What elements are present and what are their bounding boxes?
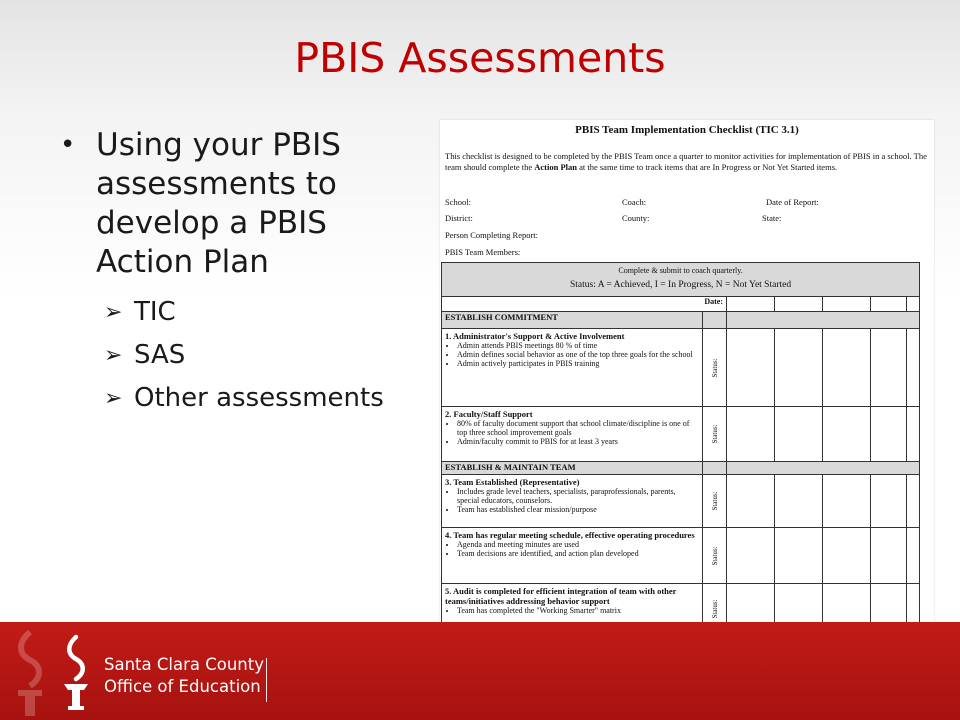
item-title: 3. Team Established (Representative) <box>445 477 580 487</box>
arrowhead-bullet-icon: ➢ <box>104 300 123 325</box>
date-cell <box>775 329 823 407</box>
item-bullet: • Admin attends PBIS meetings 80 % of time <box>457 341 699 350</box>
section-cell <box>727 312 920 329</box>
round-bullet-icon: • <box>60 130 76 160</box>
date-cell <box>871 528 907 584</box>
status-cell <box>703 407 727 462</box>
slide-title: PBIS Assessments <box>294 34 666 82</box>
item-bullet: • 80% of faculty document support that school climate/discipline is one of top three school improvement goals <box>457 419 699 437</box>
status-label: Status: <box>710 357 719 378</box>
item-bullets <box>445 341 699 368</box>
date-cell <box>727 407 775 462</box>
arrowhead-bullet-icon: ➢ <box>104 386 123 411</box>
sub-bullet-list <box>104 296 390 415</box>
section-cell <box>703 312 727 329</box>
item-title: 1. Administrator's Support & Active Involvement <box>445 331 625 341</box>
date-cell <box>775 528 823 584</box>
header-line-2: Status: A = Achieved, I = In Progress, N = Not Yet Started <box>569 280 792 290</box>
date-cell <box>823 297 871 312</box>
item-bullets <box>445 487 699 514</box>
item-cell <box>442 407 703 462</box>
status-label: Status: <box>710 545 719 566</box>
field-school: School: <box>445 197 471 207</box>
date-cell <box>823 329 871 407</box>
intro-text-end: at the same time to track items that are In Progress or Not Yet Started items. <box>576 162 838 172</box>
torch-watermark-icon <box>4 628 56 718</box>
date-cell <box>871 475 907 528</box>
date-cell <box>907 329 920 407</box>
date-row <box>442 297 920 312</box>
bullet-list <box>60 126 390 425</box>
sub-bullet-tic <box>104 296 390 329</box>
torch-logo-icon <box>58 634 94 712</box>
item-title: 5. Audit is completed for efficient integration of team with other teams/initiatives addressing behavior support <box>445 586 677 606</box>
item-bullet: • Admin defines social behavior as one of the top three goals for the school <box>457 350 699 359</box>
date-cell <box>907 475 920 528</box>
date-cell <box>775 297 823 312</box>
table-row <box>442 475 920 528</box>
table-row <box>442 528 920 584</box>
table-header-cell <box>442 263 920 297</box>
item-bullets <box>445 540 699 558</box>
section-header-row <box>442 462 920 475</box>
field-district: District: <box>445 213 473 223</box>
item-bullet: • Admin/faculty commit to PBIS for at least 3 years <box>457 437 699 446</box>
date-cell <box>823 528 871 584</box>
item-title: 4. Team has regular meeting schedule, effective operating procedures <box>445 530 695 540</box>
section-cell <box>727 462 920 475</box>
item-bullets <box>445 419 699 446</box>
intro-bold-text: Action Plan <box>534 162 577 172</box>
main-bullet <box>60 126 390 282</box>
sub-bullet-sas <box>104 339 390 372</box>
date-cell <box>727 329 775 407</box>
sub-bullet-text: Other assessments <box>134 383 384 413</box>
item-bullet: • Includes grade level teachers, specialists, paraprofessionals, parents, special educators, counselors. <box>457 487 699 505</box>
date-cell <box>871 329 907 407</box>
footer-bar <box>0 622 960 720</box>
header-line-1: Complete & submit to coach quarterly. <box>618 266 743 275</box>
org-name-line-1: Santa Clara County <box>104 655 264 674</box>
section-header-row <box>442 312 920 329</box>
section-cell <box>703 462 727 475</box>
date-cell <box>775 475 823 528</box>
field-state: State: <box>762 213 782 223</box>
status-label: Status: <box>710 424 719 444</box>
sub-bullet-other <box>104 382 390 415</box>
status-cell <box>703 528 727 584</box>
status-label: Status: <box>710 491 719 511</box>
field-team-members: PBIS Team Members: <box>445 247 521 257</box>
checklist-title: PBIS Team Implementation Checklist (TIC 3.1) <box>575 124 799 136</box>
table-row <box>442 407 920 462</box>
status-label: Status: <box>710 598 719 619</box>
item-bullet: • Admin actively participates in PBIS training <box>457 359 699 368</box>
item-title: 2. Faculty/Staff Support <box>445 409 533 419</box>
section-title: ESTABLISH & MAINTAIN TEAM <box>442 462 703 475</box>
item-bullet: • Agenda and meeting minutes are used <box>457 540 699 549</box>
main-bullet-text: Using your PBIS assessments to develop a PBIS Action Plan <box>96 127 341 280</box>
field-county: County: <box>622 213 650 223</box>
item-bullets <box>445 606 699 615</box>
date-cell <box>871 407 907 462</box>
date-cell <box>727 297 775 312</box>
item-cell <box>442 475 703 528</box>
sub-bullet-text: TIC <box>134 297 176 327</box>
date-cell <box>775 407 823 462</box>
field-person-completing: Person Completing Report: <box>445 230 539 240</box>
date-cell <box>727 475 775 528</box>
intro-text: This checklist is designed to be completed by the PBIS Team once a quarter to monitor activities for implementation of PBIS in a school. The team should complete the <box>445 151 927 172</box>
field-date-of-report: Date of Report: <box>766 197 819 207</box>
date-cell <box>907 297 920 312</box>
item-cell <box>442 329 703 407</box>
org-name-line-2: Office of Education <box>104 677 261 696</box>
item-bullet: • Team has completed the "Working Smarter" matrix <box>457 606 699 615</box>
date-cell <box>907 407 920 462</box>
table-header-row <box>442 263 920 297</box>
item-bullet: • Team has established clear mission/purpose <box>457 505 699 514</box>
checklist-intro <box>445 151 930 173</box>
status-cell <box>703 475 727 528</box>
sub-bullet-text: SAS <box>134 340 186 370</box>
arrowhead-bullet-icon: ➢ <box>104 343 123 368</box>
date-cell <box>727 528 775 584</box>
item-cell <box>442 528 703 584</box>
date-cell <box>907 528 920 584</box>
tic-checklist-image <box>440 120 934 640</box>
date-cell <box>823 407 871 462</box>
item-bullet: • Team decisions are identified, and action plan developed <box>457 549 699 558</box>
date-cell <box>871 297 907 312</box>
date-cell <box>823 475 871 528</box>
checklist-table <box>441 262 920 634</box>
footer-divider <box>266 658 267 702</box>
field-coach: Coach: <box>622 197 647 207</box>
status-cell <box>703 329 727 407</box>
section-title: ESTABLISH COMMITMENT <box>442 312 703 329</box>
date-label: Date: <box>442 297 727 312</box>
table-row <box>442 329 920 407</box>
